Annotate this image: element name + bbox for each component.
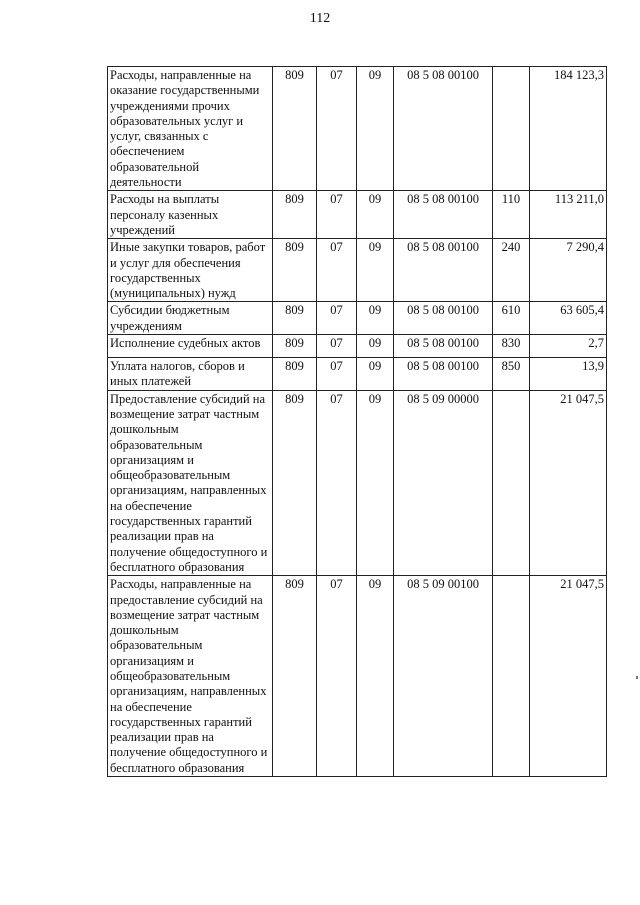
- amount: 2,7: [530, 335, 607, 358]
- table-row: [108, 191, 607, 239]
- target-article-code: 08 5 08 00100: [394, 67, 493, 191]
- subsection-code: 09: [357, 239, 394, 302]
- section-code: 07: [317, 576, 357, 777]
- target-article-code: 08 5 09 00100: [394, 576, 493, 777]
- row-name: Иные закупки товаров, работ и услуг для обеспечения государственных (муниципальных) нужд: [108, 239, 273, 302]
- ministry-code: 809: [273, 335, 317, 358]
- target-article-code: 08 5 08 00100: [394, 302, 493, 335]
- row-name: Уплата налогов, сборов и иных платежей: [108, 358, 273, 391]
- amount: 7 290,4: [530, 239, 607, 302]
- expense-type-code: 240: [493, 239, 530, 302]
- expense-type-code: 830: [493, 335, 530, 358]
- subsection-code: 09: [357, 191, 394, 239]
- row-name: Расходы, направленные на предоставление субсидий на возмещение затрат частным дошкольным образовательным организациям и общеобразовательным организациям, направленных на обеспечение государственных гарантий реализации прав на получение общедоступного и бесплатного образования: [108, 576, 273, 777]
- amount: 21 047,5: [530, 576, 607, 777]
- subsection-code: 09: [357, 358, 394, 391]
- amount: 63 605,4: [530, 302, 607, 335]
- target-article-code: 08 5 09 00000: [394, 390, 493, 576]
- section-code: 07: [317, 191, 357, 239]
- subsection-code: 09: [357, 576, 394, 777]
- amount: 113 211,0: [530, 191, 607, 239]
- section-code: 07: [317, 302, 357, 335]
- section-code: 07: [317, 335, 357, 358]
- ministry-code: 809: [273, 191, 317, 239]
- target-article-code: 08 5 08 00100: [394, 239, 493, 302]
- expense-type-code: 850: [493, 358, 530, 391]
- row-name: Расходы на выплаты персоналу казенных учреждений: [108, 191, 273, 239]
- amount: 13,9: [530, 358, 607, 391]
- table-row: [108, 302, 607, 335]
- table-row: [108, 390, 607, 576]
- section-code: 07: [317, 390, 357, 576]
- expense-type-code: [493, 390, 530, 576]
- expense-type-code: [493, 576, 530, 777]
- ministry-code: 809: [273, 67, 317, 191]
- subsection-code: 09: [357, 67, 394, 191]
- ministry-code: 809: [273, 358, 317, 391]
- subsection-code: 09: [357, 335, 394, 358]
- expense-type-code: 610: [493, 302, 530, 335]
- table-row: [108, 576, 607, 777]
- row-name: Исполнение судебных актов: [108, 335, 273, 358]
- scan-artifact: [636, 676, 638, 679]
- ministry-code: 809: [273, 239, 317, 302]
- target-article-code: 08 5 08 00100: [394, 191, 493, 239]
- ministry-code: 809: [273, 576, 317, 777]
- ministry-code: 809: [273, 390, 317, 576]
- row-name: Предоставление субсидий на возмещение затрат частным дошкольным образовательным организациям и общеобразовательным организациям, направленных на обеспечение государственных гарантий реализации прав на получение общедоступного и бесплатного образования: [108, 390, 273, 576]
- section-code: 07: [317, 67, 357, 191]
- amount: 21 047,5: [530, 390, 607, 576]
- ministry-code: 809: [273, 302, 317, 335]
- table-row: [108, 67, 607, 191]
- row-name: Субсидии бюджетным учреждениям: [108, 302, 273, 335]
- page-number: 112: [309, 11, 331, 26]
- subsection-code: 09: [357, 390, 394, 576]
- section-code: 07: [317, 358, 357, 391]
- row-name: Расходы, направленные на оказание государственными учреждениями прочих образовательных услуг и услуг, связанных с обеспечением образовательной деятельности: [108, 67, 273, 191]
- subsection-code: 09: [357, 302, 394, 335]
- expense-type-code: 110: [493, 191, 530, 239]
- target-article-code: 08 5 08 00100: [394, 358, 493, 391]
- section-code: 07: [317, 239, 357, 302]
- target-article-code: 08 5 08 00100: [394, 335, 493, 358]
- table-row: [108, 358, 607, 391]
- amount: 184 123,3: [530, 67, 607, 191]
- expense-type-code: [493, 67, 530, 191]
- table-row: [108, 335, 607, 358]
- budget-table: [107, 66, 607, 777]
- table-row: [108, 239, 607, 302]
